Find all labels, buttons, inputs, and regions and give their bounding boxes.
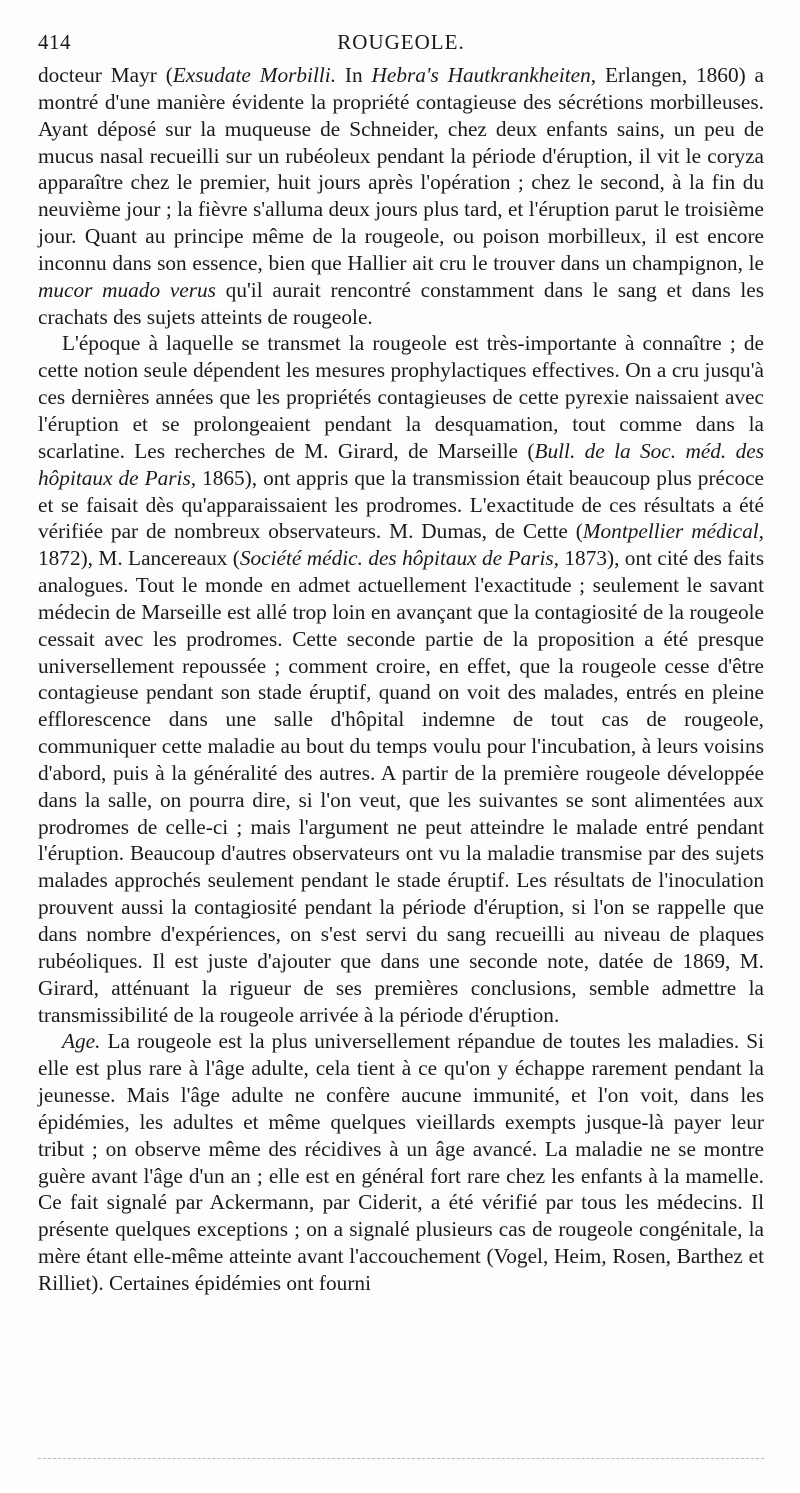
running-header	[38, 30, 764, 60]
italic-text: Montpellier médical,	[582, 519, 764, 544]
text-run: La rougeole est la plus universellement répandue de toutes les maladies. Si elle est plus rare à l'âge adulte, cela tient à ce qu'on y échappe rarement pendant la jeunesse. Mais l'âge adulte ne confère aucune immunité, et l'on voit, dans les épidémies, les adultes et même quelques vieillards exempts jusque-là payer leur tribut ; on observe même des récidives à un âge avancé. La maladie ne se montre guère avant l'âge d'un an ; elle est en général fort rare chez les enfants à la mamelle. Ce fait signalé par Ackermann, par Ciderit, a été vérifié par tous les médecins. Il présente quelques exceptions ; on a signalé plusieurs cas de rougeole congénitale, la mère étant elle-même atteinte avant l'accouchement (Vogel, Heim, Rosen, Barthez et Rilliet). Certaines épidémies ont fourni	[38, 1029, 764, 1295]
text-run: 1865), ont appris que la transmission était beaucoup plus précoce et se faisait dès qu'apparaissaient les prodromes. L'exactitude de ces résultats a été vérifiée par de nombreux observateurs. M. Dumas, de Cette (	[38, 465, 764, 544]
text-run: L'époque à laquelle se transmet la rougeole est très-importante à connaître ; de cette notion seule dépendent les mesures prophylactiques effectives. On a cru jusqu'à ces dernières années que les propriétés contagieuses de cette pyrexie naissaient avec l'éruption et se prolongeaient pendant la desquamation, tout comme dans la scarlatine. Les recherches de M. Girard, de Marseille (	[38, 331, 764, 463]
body-text	[38, 62, 764, 1297]
italic-text: Exsudate Morbilli.	[172, 63, 337, 87]
italic-text: Hebra's Hautkrankheiten	[371, 63, 591, 87]
italic-text: mucor muado verus	[38, 277, 216, 302]
text-run: 1873), ont cité des faits analogues. Tout le monde en admet actuellement l'exactitude ; seulement le savant médecin de Marseille est allé trop loin en avançant que la contagiosité de la rougeole cessait avec les prodromes. Cette seconde partie de la proposition a été presque universellement repoussée ; comment croire, en effet, que la rougeole cesse d'être contagieuse pendant son stade éruptif, quand on voit des malades, entrés en pleine efflorescence dans une salle d'hôpital indemne de tout cas de rougeole, communiquer cette maladie au bout du temps voulu pour l'incubation, à leurs voisins d'abord, puis à la généralité des autres. A partir de la première rougeole développée dans la salle, on pourra dire, si l'on veut, que les suivantes se sont alimentées aux prodromes de celle-ci ; mais l'argument ne peut atteindre le malade entré pendant l'éruption. Beaucoup d'autres observateurs ont vu la maladie transmise par des sujets malades approchés seulement pendant le stade éruptif. Les résultats de l'inoculation prouvent aussi la contagiosité pendant la période d'éruption, si l'on se rappelle que dans nombre d'expériences, on s'est servi du sang recueilli au niveau de plaques rubéoliques. Il est juste d'ajouter que dans une seconde note, datée de 1869, M. Girard, atténuant la rigueur de ses premières conclusions, semble admettre la transmissibilité de la rougeole arrivée à la période d'éruption.	[38, 546, 764, 1027]
bottom-rule	[38, 1458, 764, 1460]
italic-text: Bull. de la Soc. méd. des hôpitaux de Paris,	[38, 438, 764, 490]
text-run: qu'il aurait rencontré constamment dans le sang et dans les crachats des sujets atteints de rougeole.	[38, 277, 764, 329]
paragraph	[38, 62, 764, 330]
italic-text: Age.	[62, 1029, 101, 1054]
paragraph	[38, 330, 764, 1028]
text-run: 1872), M. Lancereaux (	[38, 546, 240, 571]
running-title: ROUGEOLE.	[337, 30, 465, 54]
paragraph	[38, 1028, 764, 1296]
text-run: docteur Mayr (	[38, 63, 173, 87]
italic-text: Société médic. des hôpitaux de Paris,	[239, 546, 559, 571]
text-run: , Erlangen, 1860) a montré d'une manière évidente la propriété contagieuse des sécrétions morbilleuses. Ayant déposé sur la muqueuse de Schneider, chez deux enfants sains, un peu de mucus nasal recueilli sur un rubéoleux pendant la période d'éruption, il vit le coryza apparaître chez le premier, huit jours après l'opération ; chez le second, à la fin du neuvième jour ; la fièvre s'alluma deux jours plus tard, et l'éruption parut le troisième jour. Quant au principe même de la rougeole, ou poison morbilleux, il est encore inconnu dans son essence, bien que Hallier ait cru le trouver dans un champignon, le	[38, 63, 764, 275]
page-number: 414	[38, 30, 71, 54]
text-run: In	[336, 63, 372, 87]
